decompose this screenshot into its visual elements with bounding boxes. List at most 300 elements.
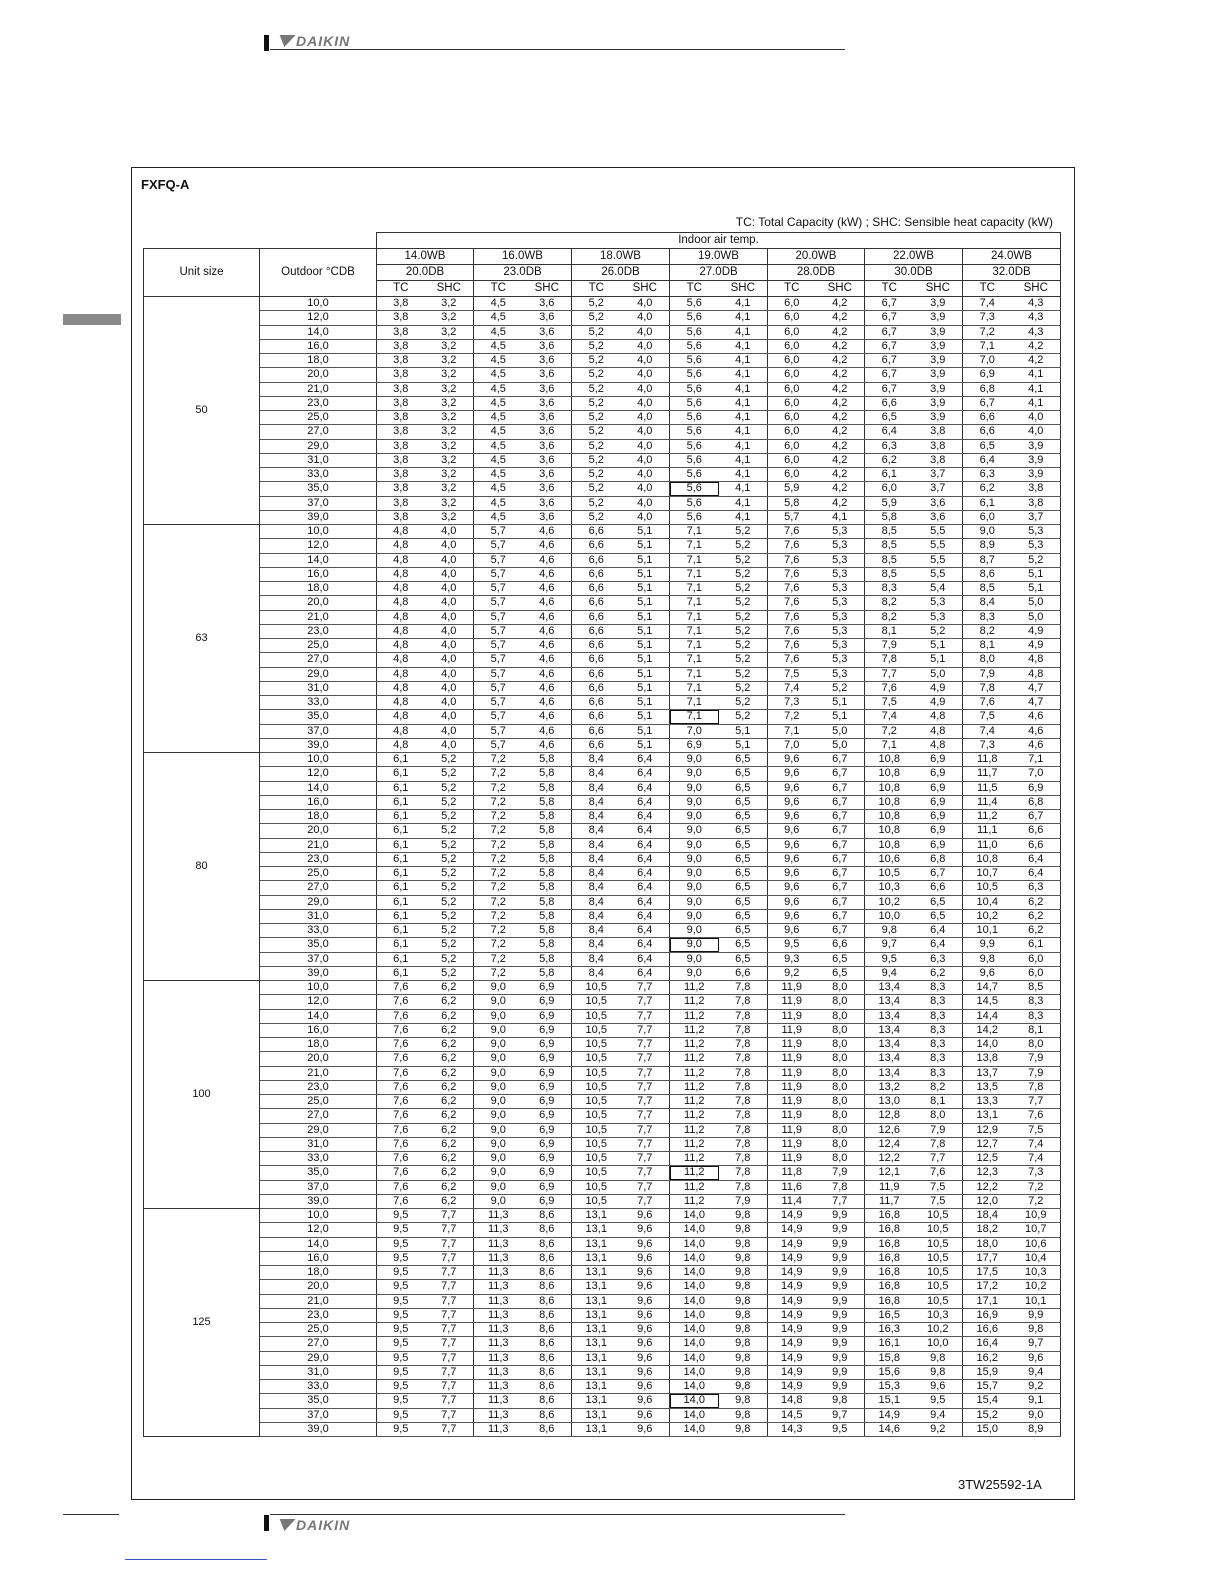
shc-value-cell: 6,8 [1012,795,1061,809]
shc-value-cell: 9,8 [719,1280,768,1294]
table-row [144,1323,1061,1337]
tc-value-cell: 8,5 [963,582,1012,596]
outdoor-temp-cell: 10,0 [260,1209,377,1223]
table-row [144,425,1061,439]
table-row [144,496,1061,510]
tc-value-cell: 14,9 [768,1237,816,1251]
shc-value-cell: 4,1 [719,339,768,353]
shc-value-cell: 6,9 [914,781,963,795]
tc-value-cell: 11,9 [768,1038,816,1052]
shc-value-cell: 5,8 [523,881,572,895]
shc-value-cell: 8,6 [523,1408,572,1422]
shc-value-cell: 8,9 [1012,1422,1061,1436]
shc-value-cell: 3,2 [425,311,474,325]
tc-value-cell: 11,8 [963,753,1012,767]
tc-value-cell: 7,6 [377,1137,425,1151]
tc-value-cell: 11,3 [474,1209,523,1223]
header-spacer [144,233,377,249]
tc-value-cell: 7,1 [963,339,1012,353]
tc-value-cell: 13,1 [572,1209,621,1223]
shc-value-cell: 6,2 [425,1123,474,1137]
shc-value-cell: 7,3 [1012,1166,1061,1180]
shc-value-cell: 6,5 [719,767,768,781]
shc-value-cell: 6,7 [816,881,865,895]
tc-value-cell: 5,7 [474,667,523,681]
shc-value-cell: 7,7 [425,1308,474,1322]
unit-size-cell: 63 [144,525,260,753]
shc-value-cell: 5,5 [914,553,963,567]
tc-value-cell: 10,2 [865,895,914,909]
shc-value-cell: 6,2 [914,966,963,980]
outdoor-temp-cell: 25,0 [260,1323,377,1337]
outdoor-temp-cell: 12,0 [260,995,377,1009]
outdoor-temp-cell: 14,0 [260,553,377,567]
shc-value-cell: 4,0 [425,667,474,681]
outdoor-temp-cell: 12,0 [260,311,377,325]
tc-value-cell: 4,8 [377,596,425,610]
shc-value-cell: 9,4 [914,1408,963,1422]
shc-value-cell: 10,2 [914,1323,963,1337]
tc-value-cell: 8,4 [572,781,621,795]
tc-value-cell: 14,9 [768,1280,816,1294]
tc-value-cell: 14,9 [768,1209,816,1223]
tc-value-cell: 14,9 [768,1251,816,1265]
shc-value-cell: 5,3 [816,639,865,653]
tc-value-cell: 6,6 [572,539,621,553]
tc-value-cell: 14,3 [768,1422,816,1436]
tc-value-cell: 6,0 [768,325,816,339]
shc-value-cell: 4,2 [816,311,865,325]
shc-value-cell: 8,0 [1012,1038,1061,1052]
shc-value-cell: 6,4 [621,895,670,909]
shc-value-cell: 4,0 [621,297,670,311]
tc-value-cell: 6,7 [865,354,914,368]
tc-value-cell: 6,1 [865,468,914,482]
tc-value-cell: 6,0 [768,453,816,467]
tc-value-cell: 5,2 [572,496,621,510]
shc-value-cell: 5,1 [621,525,670,539]
tc-value-cell: 11,9 [768,1123,816,1137]
shc-value-cell: 7,8 [719,1095,768,1109]
shc-value-cell: 6,5 [719,753,768,767]
tc-value-cell: 4,8 [377,553,425,567]
outdoor-temp-cell: 29,0 [260,1351,377,1365]
tc-value-cell: 6,0 [768,339,816,353]
tc-value-cell: 7,5 [768,667,816,681]
tc-value-cell: 4,8 [377,710,425,724]
table-row [144,1166,1061,1180]
tc-value-cell: 11,9 [768,1137,816,1151]
table-row [144,1408,1061,1422]
shc-value-cell: 10,5 [914,1237,963,1251]
tc-value-cell: 14,0 [670,1294,719,1308]
shc-value-cell: 6,5 [719,938,768,952]
table-row [144,639,1061,653]
tc-value-cell: 9,0 [670,867,719,881]
tc-value-cell: 4,8 [377,567,425,581]
shc-value-cell: 6,2 [425,1038,474,1052]
tc-value-cell: 5,7 [474,567,523,581]
shc-value-cell: 7,7 [621,1038,670,1052]
tc-value-cell: 7,2 [474,824,523,838]
shc-value-cell: 4,6 [1012,738,1061,752]
shc-value-cell: 9,6 [621,1237,670,1251]
tc-value-cell: 15,7 [963,1380,1012,1394]
shc-value-cell: 4,2 [816,482,865,496]
shc-value-cell: 8,1 [914,1095,963,1109]
table-row [144,1308,1061,1322]
shc-value-cell: 4,2 [816,439,865,453]
tc-value-cell: 7,6 [377,1166,425,1180]
shc-value-cell: 9,8 [719,1380,768,1394]
outdoor-temp-cell: 14,0 [260,1237,377,1251]
tc-value-cell: 9,0 [670,924,719,938]
shc-value-cell: 4,0 [425,639,474,653]
tc-value-cell: 9,6 [768,881,816,895]
shc-value-cell: 4,6 [523,624,572,638]
tc-value-cell: 15,6 [865,1365,914,1379]
outdoor-temp-cell: 18,0 [260,1038,377,1052]
shc-value-cell: 6,9 [914,824,963,838]
tc-value-cell: 11,1 [963,824,1012,838]
table-row [144,1109,1061,1123]
shc-value-cell: 6,5 [914,895,963,909]
shc-value-cell: 4,6 [1012,710,1061,724]
footer-daikin-logo-icon [276,1519,295,1531]
tc-value-cell: 10,5 [572,1009,621,1023]
tc-value-cell: 16,5 [865,1308,914,1322]
tc-value-cell: 17,7 [963,1251,1012,1265]
outdoor-temp-cell: 18,0 [260,1266,377,1280]
tc-value-cell: 7,2 [474,767,523,781]
shc-value-cell: 7,7 [425,1337,474,1351]
tc-value-cell: 6,1 [377,895,425,909]
daikin-logo [278,33,350,49]
shc-value-cell: 4,1 [719,510,768,524]
shc-value-cell: 5,1 [1012,582,1061,596]
tc-value-cell: 9,0 [474,1166,523,1180]
tc-value-cell: 5,7 [474,681,523,695]
tc-value-cell: 3,8 [377,439,425,453]
shc-value-cell: 7,7 [914,1152,963,1166]
shc-value-cell: 7,7 [621,1080,670,1094]
tc-value-cell: 9,6 [768,895,816,909]
tc-value-cell: 9,0 [670,909,719,923]
tc-value-cell: 7,6 [377,1180,425,1194]
shc-value-cell: 7,7 [621,1066,670,1080]
tc-value-cell: 3,8 [377,368,425,382]
shc-value-cell: 5,2 [425,795,474,809]
tc-value-cell: 11,2 [670,1109,719,1123]
tc-value-cell: 7,6 [768,624,816,638]
shc-value-cell: 9,8 [719,1266,768,1280]
tc-value-cell: 11,3 [474,1251,523,1265]
shc-value-cell: 5,3 [816,582,865,596]
shc-value-cell: 6,4 [621,966,670,980]
shc-value-cell: 6,7 [816,753,865,767]
shc-value-cell: 7,8 [719,1023,768,1037]
tc-value-cell: 6,9 [670,738,719,752]
shc-value-cell: 8,6 [523,1365,572,1379]
shc-value-cell: 6,5 [719,781,768,795]
outdoor-temp-cell: 21,0 [260,838,377,852]
shc-value-cell: 3,6 [523,396,572,410]
outdoor-temp-cell: 14,0 [260,1009,377,1023]
shc-value-cell: 7,7 [621,1194,670,1208]
shc-value-cell: 4,8 [1012,667,1061,681]
tc-value-cell: 11,7 [963,767,1012,781]
shc-value-cell: 7,8 [914,1137,963,1151]
tc-value-cell: 6,6 [572,724,621,738]
tc-header: TC [865,281,914,297]
shc-value-cell: 7,5 [914,1194,963,1208]
shc-value-cell: 6,5 [719,810,768,824]
tc-value-cell: 9,5 [377,1280,425,1294]
outdoor-temp-cell: 16,0 [260,1023,377,1037]
shc-value-cell: 5,1 [719,738,768,752]
shc-value-cell: 7,8 [719,1052,768,1066]
tc-value-cell: 13,1 [572,1223,621,1237]
shc-value-cell: 6,7 [816,895,865,909]
shc-value-cell: 4,2 [816,339,865,353]
shc-value-cell: 8,6 [523,1280,572,1294]
tc-value-cell: 3,8 [377,496,425,510]
shc-value-cell: 7,7 [621,1095,670,1109]
tc-value-cell: 9,0 [670,838,719,852]
tc-value-cell: 13,1 [572,1308,621,1322]
shc-value-cell: 6,5 [816,952,865,966]
tc-value-cell: 4,8 [377,696,425,710]
shc-value-cell: 9,5 [914,1394,963,1408]
shc-value-cell: 6,9 [523,1080,572,1094]
shc-value-cell: 6,4 [621,881,670,895]
shc-value-cell: 8,6 [523,1394,572,1408]
table-row [144,1251,1061,1265]
shc-value-cell: 6,9 [914,838,963,852]
outdoor-temp-cell: 18,0 [260,582,377,596]
tc-value-cell: 14,9 [768,1365,816,1379]
tc-value-cell: 4,8 [377,610,425,624]
tc-value-cell: 7,9 [963,667,1012,681]
tc-value-cell: 9,5 [377,1251,425,1265]
tc-value-cell: 6,6 [572,525,621,539]
table-row [144,1380,1061,1394]
tc-value-cell: 7,1 [670,667,719,681]
shc-value-cell: 5,5 [914,525,963,539]
outdoor-temp-cell: 27,0 [260,1337,377,1351]
tc-value-cell: 7,1 [670,710,719,724]
tc-value-cell: 14,0 [670,1422,719,1436]
table-row [144,525,1061,539]
tc-value-cell: 7,1 [670,653,719,667]
shc-value-cell: 8,6 [523,1380,572,1394]
tc-value-cell: 8,4 [572,966,621,980]
tc-value-cell: 9,5 [377,1365,425,1379]
tc-value-cell: 8,6 [963,567,1012,581]
shc-value-cell: 8,3 [914,1009,963,1023]
shc-value-cell: 4,8 [914,738,963,752]
tc-value-cell: 9,0 [670,795,719,809]
tc-value-cell: 10,5 [572,1052,621,1066]
tc-value-cell: 7,1 [670,539,719,553]
tc-value-cell: 12,0 [963,1194,1012,1208]
tc-value-cell: 9,9 [963,938,1012,952]
shc-value-cell: 4,1 [719,382,768,396]
tc-value-cell: 3,8 [377,354,425,368]
tc-value-cell: 7,5 [865,696,914,710]
shc-value-cell: 3,6 [523,468,572,482]
shc-value-cell: 5,3 [816,553,865,567]
shc-value-cell: 6,2 [1012,924,1061,938]
outdoor-temp-cell: 20,0 [260,1280,377,1294]
tc-value-cell: 6,7 [865,382,914,396]
tc-value-cell: 10,5 [572,1180,621,1194]
tc-value-cell: 14,8 [768,1394,816,1408]
tc-value-cell: 12,1 [865,1166,914,1180]
outdoor-temp-cell: 33,0 [260,1152,377,1166]
table-row [144,1052,1061,1066]
table-row [144,938,1061,952]
shc-value-cell: 6,7 [1012,810,1061,824]
tc-value-cell: 8,5 [865,525,914,539]
tc-value-cell: 11,2 [670,995,719,1009]
tc-value-cell: 15,2 [963,1408,1012,1422]
tc-value-cell: 15,3 [865,1380,914,1394]
wb-header: 19.0WB [670,249,768,265]
shc-value-cell: 4,8 [1012,653,1061,667]
tc-value-cell: 14,0 [670,1237,719,1251]
shc-value-cell: 5,0 [1012,596,1061,610]
table-row [144,1137,1061,1151]
shc-value-cell: 8,0 [816,981,865,995]
shc-value-cell: 4,1 [719,482,768,496]
tc-value-cell: 9,0 [474,1023,523,1037]
shc-value-cell: 4,0 [425,567,474,581]
shc-value-cell: 6,7 [816,909,865,923]
shc-value-cell: 6,3 [1012,881,1061,895]
shc-value-cell: 10,9 [1012,1209,1061,1223]
tc-value-cell: 6,1 [377,767,425,781]
shc-value-cell: 6,5 [719,895,768,909]
tc-value-cell: 14,0 [670,1223,719,1237]
shc-value-cell: 7,7 [621,1023,670,1037]
shc-value-cell: 5,2 [425,938,474,952]
tc-value-cell: 7,6 [768,567,816,581]
shc-value-cell: 5,8 [523,867,572,881]
tc-value-cell: 7,2 [474,867,523,881]
tc-value-cell: 7,6 [377,981,425,995]
shc-value-cell: 6,2 [425,1095,474,1109]
shc-value-cell: 5,0 [816,738,865,752]
tc-value-cell: 8,4 [572,753,621,767]
table-row [144,1123,1061,1137]
shc-value-cell: 9,8 [719,1308,768,1322]
tc-value-cell: 3,8 [377,325,425,339]
shc-value-cell: 4,6 [523,681,572,695]
tc-value-cell: 11,9 [768,1109,816,1123]
shc-value-cell: 9,9 [816,1351,865,1365]
shc-value-cell: 3,6 [523,325,572,339]
tc-value-cell: 6,0 [768,439,816,453]
tc-value-cell: 9,6 [768,767,816,781]
shc-value-cell: 4,6 [523,667,572,681]
shc-value-cell: 5,2 [719,639,768,653]
shc-value-cell: 5,2 [719,553,768,567]
shc-value-cell: 5,3 [914,610,963,624]
tc-value-cell: 9,5 [377,1323,425,1337]
shc-value-cell: 5,3 [816,667,865,681]
tc-value-cell: 8,4 [572,824,621,838]
shc-value-cell: 7,7 [621,1123,670,1137]
tc-value-cell: 5,2 [572,482,621,496]
shc-value-cell: 6,9 [914,767,963,781]
shc-value-cell: 6,5 [816,966,865,980]
shc-value-cell: 6,4 [914,924,963,938]
shc-value-cell: 3,9 [914,396,963,410]
tc-value-cell: 14,0 [670,1251,719,1265]
shc-value-cell: 10,1 [1012,1294,1061,1308]
table-row [144,924,1061,938]
shc-value-cell: 6,7 [816,924,865,938]
shc-value-cell: 4,3 [1012,311,1061,325]
tc-value-cell: 6,6 [963,411,1012,425]
shc-value-cell: 5,8 [523,924,572,938]
tc-header: TC [768,281,816,297]
tc-value-cell: 5,7 [474,525,523,539]
shc-value-cell: 5,2 [425,824,474,838]
table-row [144,1365,1061,1379]
table-row [144,867,1061,881]
tc-value-cell: 4,5 [474,354,523,368]
tc-value-cell: 13,1 [572,1280,621,1294]
tc-value-cell: 12,5 [963,1152,1012,1166]
shc-value-cell: 5,8 [523,810,572,824]
tc-value-cell: 12,8 [865,1109,914,1123]
tc-value-cell: 7,1 [670,624,719,638]
shc-value-cell: 8,6 [523,1323,572,1337]
shc-value-cell: 4,0 [425,596,474,610]
tc-value-cell: 6,7 [865,297,914,311]
tc-value-cell: 14,9 [768,1223,816,1237]
outdoor-temp-cell: 39,0 [260,510,377,524]
shc-value-cell: 10,5 [914,1209,963,1223]
table-row [144,1095,1061,1109]
tc-value-cell: 5,2 [572,339,621,353]
tc-value-cell: 8,4 [572,909,621,923]
shc-value-cell: 4,2 [816,396,865,410]
shc-value-cell: 5,3 [1012,525,1061,539]
tc-value-cell: 6,5 [865,411,914,425]
tc-value-cell: 8,3 [865,582,914,596]
shc-value-cell: 5,5 [914,567,963,581]
tc-value-cell: 11,2 [670,1095,719,1109]
tc-value-cell: 14,9 [768,1294,816,1308]
shc-value-cell: 4,1 [719,425,768,439]
shc-value-cell: 8,6 [523,1294,572,1308]
tc-value-cell: 9,0 [670,938,719,952]
tc-value-cell: 13,1 [572,1337,621,1351]
shc-value-cell: 9,6 [621,1337,670,1351]
tc-value-cell: 5,6 [670,482,719,496]
outdoor-temp-cell: 23,0 [260,1080,377,1094]
tc-value-cell: 8,1 [865,624,914,638]
tc-value-cell: 9,6 [768,781,816,795]
tc-value-cell: 3,8 [377,311,425,325]
shc-value-cell: 6,6 [1012,838,1061,852]
shc-value-cell: 8,0 [816,1066,865,1080]
tc-value-cell: 13,3 [963,1095,1012,1109]
tc-value-cell: 8,4 [572,852,621,866]
